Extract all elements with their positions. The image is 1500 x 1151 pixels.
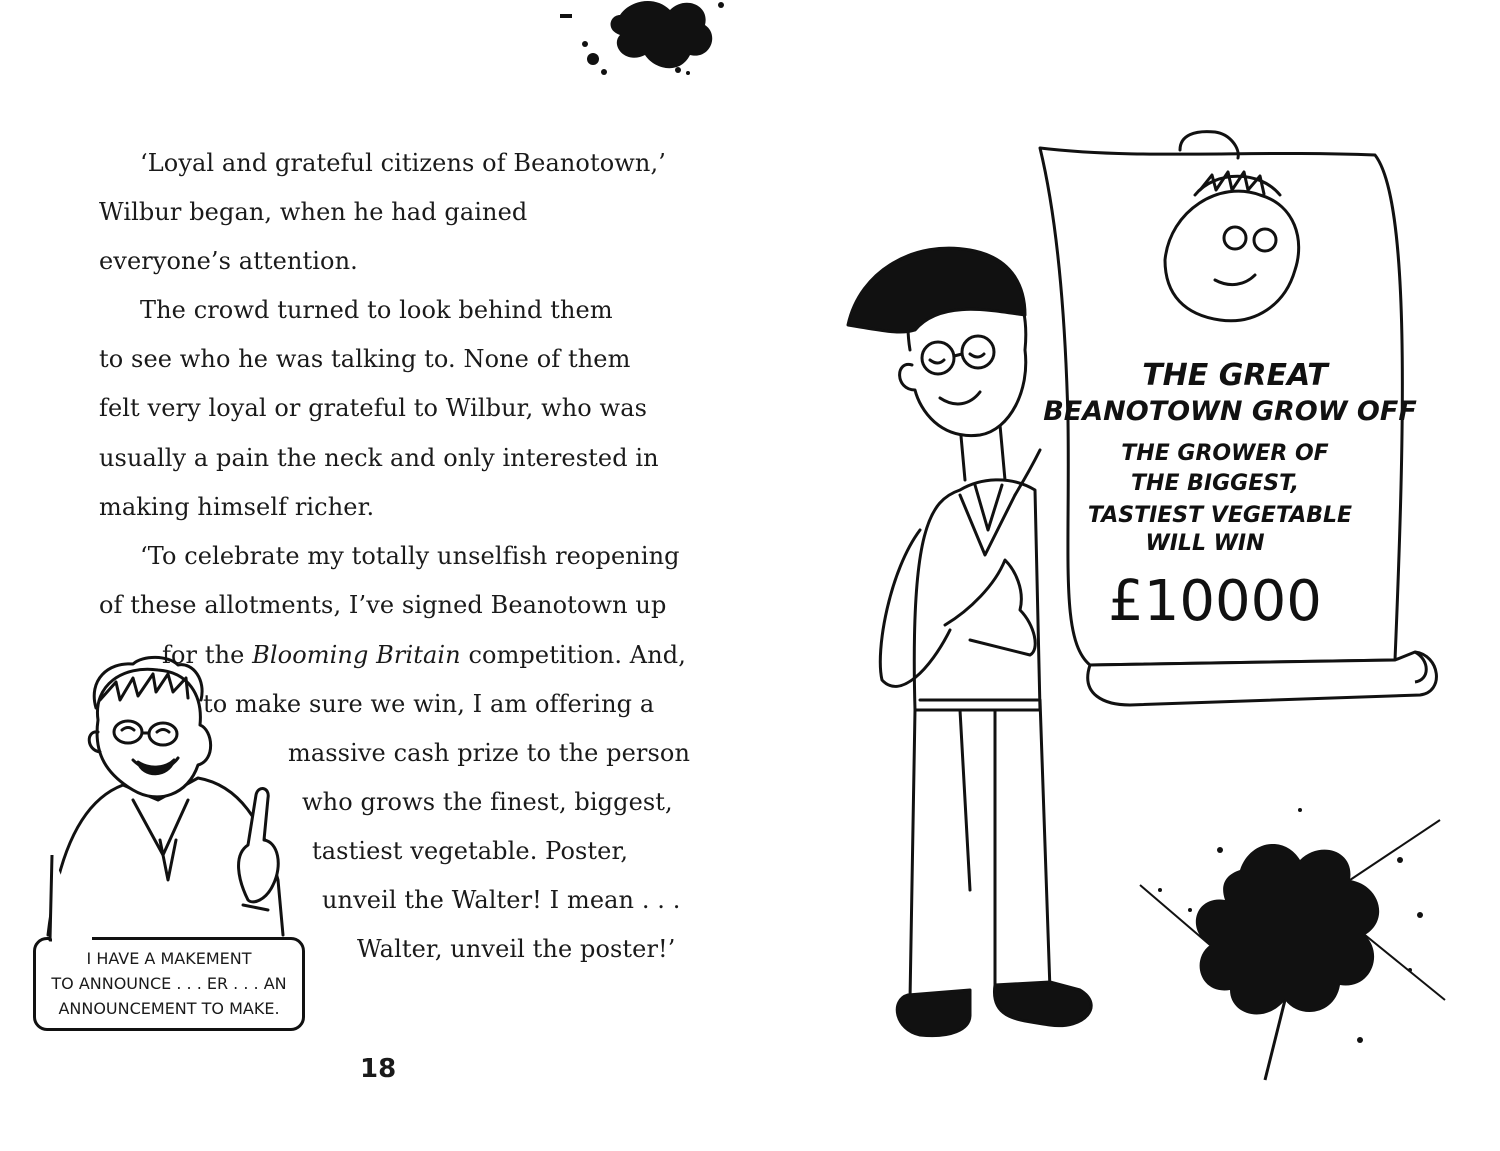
text-line: Wilbur began, when he had gained <box>99 198 528 226</box>
text-line: who grows the finest, biggest, <box>302 788 673 816</box>
poster-scroll <box>1020 120 1440 720</box>
text-line: tastiest vegetable. Poster, <box>312 837 629 865</box>
speech-bubble <box>33 937 305 1031</box>
speech-bubble-tail <box>40 850 100 940</box>
text-line: The crowd turned to look behind them <box>140 296 613 324</box>
speech-line: TO ANNOUNCE . . . ER . . . AN <box>51 974 287 993</box>
poster-body-line: THE GROWER OF <box>1121 441 1329 466</box>
text-line: Walter, unveil the poster!’ <box>357 935 676 963</box>
text-line: usually a pain the neck and only interested in <box>99 444 659 472</box>
poster-body-line: WILL WIN <box>1145 531 1265 556</box>
text-line: for the Blooming Britain competition. And, <box>162 641 686 669</box>
text-line: to see who he was talking to. None of them <box>99 345 631 373</box>
text-line: unveil the Walter! I mean . . . <box>322 886 681 914</box>
text-line: felt very loyal or grateful to Wilbur, who was <box>99 394 648 422</box>
text-line: everyone’s attention. <box>99 247 358 275</box>
text-line: to make sure we win, I am offering a <box>203 690 655 718</box>
book-title: Blooming Britain <box>252 641 461 669</box>
poster-title-line1: THE GREAT <box>1142 358 1328 393</box>
ink-splat-bottom <box>1100 790 1460 1080</box>
speech-line: I HAVE A MAKEMENT <box>86 949 252 968</box>
text-line: of these allotments, I’ve signed Beanotown up <box>99 591 667 619</box>
page-number: 18 <box>360 1054 397 1084</box>
text-line: ‘Loyal and grateful citizens of Beanotown,’ <box>140 149 666 177</box>
poster-title-line2: BEANOTOWN GROW OFF <box>1043 396 1417 427</box>
poster-prize: £10000 <box>1108 569 1322 634</box>
text-line: making himself richer. <box>99 493 375 521</box>
ink-splat-top <box>560 0 760 90</box>
text-line: ‘To celebrate my totally unselfish reopening <box>140 542 680 570</box>
text-line: massive cash prize to the person <box>288 739 691 767</box>
poster-body-line: THE BIGGEST, <box>1131 471 1299 496</box>
speech-line: ANNOUNCEMENT TO MAKE. <box>58 999 280 1018</box>
poster-body-line: TASTIEST VEGETABLE <box>1087 503 1353 528</box>
